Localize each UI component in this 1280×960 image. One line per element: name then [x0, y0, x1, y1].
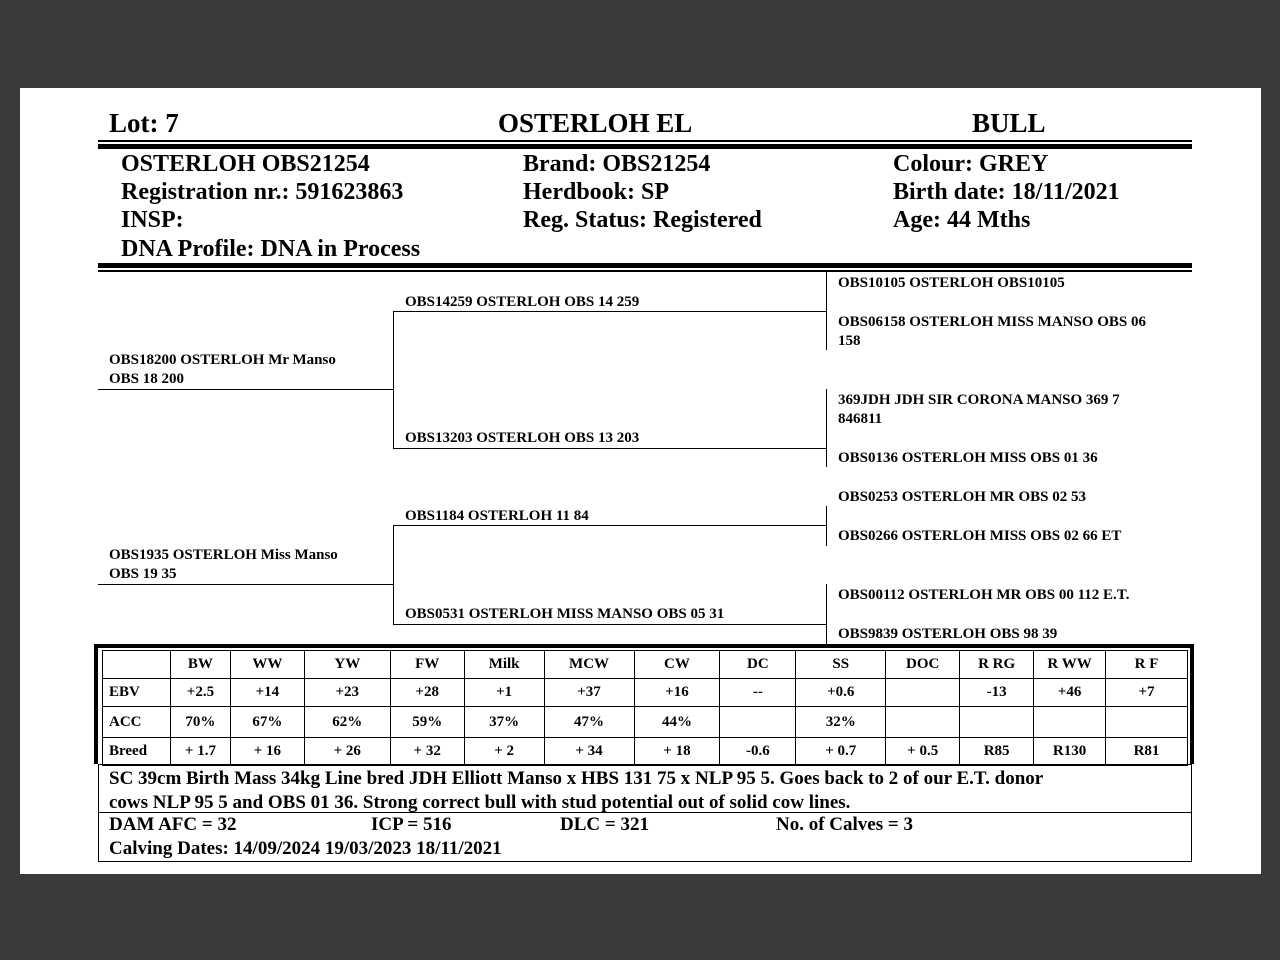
dam-sire-line: [393, 525, 826, 526]
dam-dam: OBS0531 OSTERLOH MISS MANSO OBS 05 31: [405, 606, 725, 622]
table-cell: + 34: [544, 738, 634, 766]
ggp-4: OBS0136 OSTERLOH MISS OBS 01 36: [838, 450, 1098, 466]
comments-box: [98, 764, 1192, 813]
table-cell: + 26: [304, 738, 390, 766]
table-cell: R85: [960, 738, 1034, 766]
info-rule-thick: [98, 263, 1192, 268]
brand: Brand: OBS21254: [523, 151, 711, 177]
table-cell: +1: [464, 679, 544, 707]
table-header-cell: WW: [230, 651, 304, 679]
table-row: [103, 707, 1188, 738]
table-cell: +7: [1106, 679, 1188, 707]
icp: ICP = 516: [371, 814, 452, 835]
table-cell: +14: [230, 679, 304, 707]
ebv-table: [102, 650, 1188, 766]
table-cell: 67%: [230, 707, 304, 738]
info-rule-thin: [98, 270, 1192, 272]
table-cell: +16: [634, 679, 720, 707]
table-header-cell: YW: [304, 651, 390, 679]
ggp-6: OBS0266 OSTERLOH MISS OBS 02 66 ET: [838, 528, 1122, 544]
table-cell: +2.5: [170, 679, 230, 707]
age: Age: 44 Mths: [893, 207, 1031, 233]
table-cell: +23: [304, 679, 390, 707]
table-cell: + 18: [634, 738, 720, 766]
table-cell: [1106, 707, 1188, 738]
dam-label: OBS1935 OSTERLOH Miss Manso OBS 19 35: [109, 547, 338, 582]
table-header-cell: R F: [1106, 651, 1188, 679]
table-cell: 70%: [170, 707, 230, 738]
sex-label: BULL: [972, 108, 1046, 138]
row-label-breed: Breed: [103, 738, 171, 766]
dlc: DLC = 321: [560, 814, 649, 835]
table-header-cell: FW: [390, 651, 464, 679]
table-cell: R81: [1106, 738, 1188, 766]
table-cell: [720, 707, 796, 738]
sire-sire-line: [393, 311, 826, 312]
dam-dam-line: [393, 624, 826, 625]
dam-sire: OBS1184 OSTERLOH 11 84: [405, 508, 589, 524]
dam-afc: DAM AFC = 32: [109, 814, 237, 835]
comment-line-1: SC 39cm Birth Mass 34kg Line bred JDH Elliott Manso x HBS 131 75 x NLP 95 5. Goes back to 2 of our E.T. donor: [109, 768, 1044, 789]
dam-line: [98, 584, 394, 585]
table-cell: -13: [960, 679, 1034, 707]
table-row: [103, 738, 1188, 766]
header-rule-thin: [98, 140, 1192, 142]
sire-dam-line: [393, 448, 826, 449]
table-cell: 62%: [304, 707, 390, 738]
ggp-8: OBS9839 OSTERLOH OBS 98 39: [838, 626, 1058, 642]
ggp-7: OBS00112 OSTERLOH MR OBS 00 112 E.T.: [838, 587, 1130, 603]
registration-status: Reg. Status: Registered: [523, 207, 762, 233]
table-cell: --: [720, 679, 796, 707]
table-cell: + 0.5: [886, 738, 960, 766]
table-cell: -0.6: [720, 738, 796, 766]
table-cell: 32%: [796, 707, 886, 738]
dam-stats-box: [98, 813, 1192, 862]
header-rule-thick: [98, 144, 1192, 149]
table-header-cell: MCW: [544, 651, 634, 679]
table-cell: [886, 679, 960, 707]
table-cell: + 2: [464, 738, 544, 766]
row-label-ebv: EBV: [103, 679, 171, 707]
table-cell: 37%: [464, 707, 544, 738]
comment-line-2: cows NLP 95 5 and OBS 01 36. Strong correct bull with stud potential out of solid cow lines.: [109, 792, 851, 813]
ggp-5: OBS0253 OSTERLOH MR OBS 02 53: [838, 489, 1086, 505]
lot-number: Lot: 7: [109, 108, 179, 138]
ebv-header-row: [103, 651, 1188, 679]
table-cell: +28: [390, 679, 464, 707]
table-header-cell: Milk: [464, 651, 544, 679]
table-header-cell: BW: [170, 651, 230, 679]
birth-date: Birth date: 18/11/2021: [893, 179, 1120, 205]
table-header-cell: CW: [634, 651, 720, 679]
sire-line: [98, 389, 394, 390]
sire-dam: OBS13203 OSTERLOH OBS 13 203: [405, 430, 640, 446]
ggp-3: 369JDH JDH SIR CORONA MANSO 369 7 846811: [838, 392, 1120, 427]
ggp-1: OBS10105 OSTERLOH OBS10105: [838, 275, 1065, 291]
animal-name-title: OSTERLOH EL: [498, 108, 693, 138]
table-cell: [886, 707, 960, 738]
table-cell: + 16: [230, 738, 304, 766]
calving-dates: Calving Dates: 14/09/2024 19/03/2023 18/11/2021: [109, 838, 502, 859]
colour: Colour: GREY: [893, 151, 1049, 177]
table-header-cell: R WW: [1034, 651, 1106, 679]
dna-profile: DNA Profile: DNA in Process: [121, 236, 421, 262]
table-header-cell: DOC: [886, 651, 960, 679]
table-cell: 59%: [390, 707, 464, 738]
dam-connector: [393, 525, 394, 625]
table-cell: 47%: [544, 707, 634, 738]
sire-sire: OBS14259 OSTERLOH OBS 14 259: [405, 294, 640, 310]
insp-label: INSP:: [121, 207, 184, 233]
gen3-connector-1: [826, 272, 827, 350]
table-cell: [1034, 707, 1106, 738]
table-cell: R130: [1034, 738, 1106, 766]
table-header-cell: R RG: [960, 651, 1034, 679]
table-cell: +46: [1034, 679, 1106, 707]
sire-connector: [393, 311, 394, 448]
table-cell: + 1.7: [170, 738, 230, 766]
row-label-acc: ACC: [103, 707, 171, 738]
ggp-2: OBS06158 OSTERLOH MISS MANSO OBS 06 158: [838, 314, 1146, 349]
herdbook: Herdbook: SP: [523, 179, 670, 205]
table-cell: +0.6: [796, 679, 886, 707]
gen3-connector-3: [826, 506, 827, 546]
table-header-cell: SS: [796, 651, 886, 679]
table-row: [103, 679, 1188, 707]
table-cell: + 32: [390, 738, 464, 766]
calf-count: No. of Calves = 3: [776, 814, 913, 835]
table-cell: + 0.7: [796, 738, 886, 766]
gen3-connector-4: [826, 584, 827, 644]
table-header-cell: [103, 651, 171, 679]
lot-card: [20, 88, 1261, 874]
animal-id: OSTERLOH OBS21254: [121, 151, 370, 177]
gen3-connector-2: [826, 389, 827, 467]
table-cell: 44%: [634, 707, 720, 738]
table-cell: [960, 707, 1034, 738]
sire-label: OBS18200 OSTERLOH Mr Manso OBS 18 200: [109, 352, 336, 387]
registration-number: Registration nr.: 591623863: [121, 179, 404, 205]
table-header-cell: DC: [720, 651, 796, 679]
table-cell: +37: [544, 679, 634, 707]
